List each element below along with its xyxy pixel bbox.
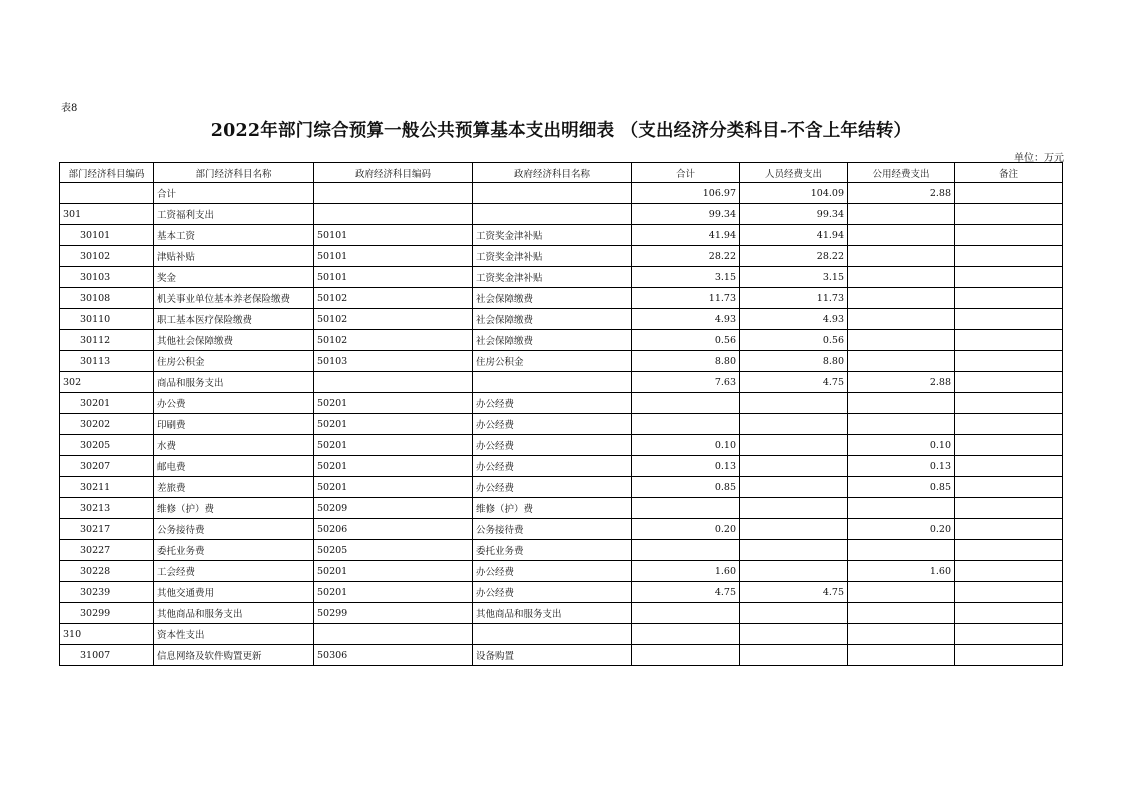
- cell-personnel: 104.09: [740, 183, 848, 204]
- cell-public: [848, 645, 955, 666]
- cell-public: [848, 351, 955, 372]
- cell-personnel: [740, 414, 848, 435]
- cell-gov-name: 住房公积金: [473, 351, 632, 372]
- cell-dept-code: 30113: [60, 351, 154, 372]
- cell-gov-code: 50201: [314, 582, 473, 603]
- cell-personnel: [740, 519, 848, 540]
- cell-dept-code: 30228: [60, 561, 154, 582]
- cell-gov-code: 50201: [314, 435, 473, 456]
- cell-total: 8.80: [632, 351, 740, 372]
- cell-note: [955, 498, 1063, 519]
- cell-gov-name: 办公经费: [473, 435, 632, 456]
- table-row: [60, 204, 1063, 225]
- cell-dept-code: 30213: [60, 498, 154, 519]
- cell-gov-name: 办公经费: [473, 456, 632, 477]
- cell-gov-code: 50101: [314, 246, 473, 267]
- cell-gov-code: [314, 183, 473, 204]
- cell-personnel: 11.73: [740, 288, 848, 309]
- cell-dept-name: 其他商品和服务支出: [154, 603, 314, 624]
- cell-note: [955, 477, 1063, 498]
- cell-dept-name: 差旅费: [154, 477, 314, 498]
- table-row: [60, 603, 1063, 624]
- table-row: [60, 477, 1063, 498]
- col-header-dept-name: 部门经济科目名称: [154, 163, 314, 183]
- col-header-public: 公用经费支出: [848, 163, 955, 183]
- cell-dept-code: 301: [60, 204, 154, 225]
- table-row: [60, 309, 1063, 330]
- cell-total: 0.20: [632, 519, 740, 540]
- cell-personnel: 28.22: [740, 246, 848, 267]
- cell-dept-name: 委托业务费: [154, 540, 314, 561]
- table-row: [60, 267, 1063, 288]
- cell-personnel: [740, 456, 848, 477]
- cell-public: [848, 225, 955, 246]
- cell-public: [848, 267, 955, 288]
- cell-note: [955, 183, 1063, 204]
- cell-public: [848, 309, 955, 330]
- table-row: [60, 288, 1063, 309]
- cell-dept-name: 信息网络及软件购置更新: [154, 645, 314, 666]
- table-body: [60, 183, 1063, 666]
- cell-note: [955, 246, 1063, 267]
- cell-total: [632, 393, 740, 414]
- cell-personnel: [740, 603, 848, 624]
- table-row: [60, 519, 1063, 540]
- cell-dept-code: 30108: [60, 288, 154, 309]
- cell-dept-name: 津贴补贴: [154, 246, 314, 267]
- cell-gov-code: 50103: [314, 351, 473, 372]
- cell-gov-code: 50101: [314, 225, 473, 246]
- cell-dept-code: 30207: [60, 456, 154, 477]
- cell-dept-code: 30101: [60, 225, 154, 246]
- cell-personnel: [740, 624, 848, 645]
- cell-total: [632, 498, 740, 519]
- cell-public: [848, 204, 955, 225]
- cell-note: [955, 330, 1063, 351]
- cell-gov-name: 社会保障缴费: [473, 309, 632, 330]
- table-number: 表8: [61, 103, 78, 114]
- cell-gov-code: [314, 372, 473, 393]
- cell-gov-code: [314, 624, 473, 645]
- cell-gov-code: [314, 204, 473, 225]
- cell-public: [848, 540, 955, 561]
- cell-note: [955, 624, 1063, 645]
- cell-gov-name: 委托业务费: [473, 540, 632, 561]
- cell-total: 11.73: [632, 288, 740, 309]
- cell-gov-name: 工资奖金津补贴: [473, 225, 632, 246]
- cell-total: 1.60: [632, 561, 740, 582]
- cell-gov-code: 50205: [314, 540, 473, 561]
- cell-total: 4.75: [632, 582, 740, 603]
- cell-public: 0.85: [848, 477, 955, 498]
- cell-dept-name: 维修（护）费: [154, 498, 314, 519]
- table-row: [60, 561, 1063, 582]
- cell-gov-name: 办公经费: [473, 414, 632, 435]
- table-row: [60, 183, 1063, 204]
- cell-public: [848, 246, 955, 267]
- cell-public: 2.88: [848, 372, 955, 393]
- cell-note: [955, 288, 1063, 309]
- cell-dept-code: 30110: [60, 309, 154, 330]
- cell-note: [955, 309, 1063, 330]
- cell-personnel: 4.75: [740, 582, 848, 603]
- cell-note: [955, 393, 1063, 414]
- cell-personnel: 0.56: [740, 330, 848, 351]
- unit-label: 单位：万元: [1014, 153, 1064, 164]
- cell-dept-code: 31007: [60, 645, 154, 666]
- cell-gov-name: 办公经费: [473, 477, 632, 498]
- cell-gov-name: 公务接待费: [473, 519, 632, 540]
- cell-gov-name: 社会保障缴费: [473, 330, 632, 351]
- cell-dept-code: 30112: [60, 330, 154, 351]
- cell-gov-name: 维修（护）费: [473, 498, 632, 519]
- cell-total: 28.22: [632, 246, 740, 267]
- cell-dept-code: 30217: [60, 519, 154, 540]
- table-row: [60, 351, 1063, 372]
- cell-public: 0.20: [848, 519, 955, 540]
- table-row: [60, 246, 1063, 267]
- cell-gov-name: 社会保障缴费: [473, 288, 632, 309]
- cell-personnel: 99.34: [740, 204, 848, 225]
- table-row: [60, 498, 1063, 519]
- cell-gov-code: 50102: [314, 288, 473, 309]
- cell-dept-name: 住房公积金: [154, 351, 314, 372]
- cell-personnel: 4.93: [740, 309, 848, 330]
- cell-dept-code: 30103: [60, 267, 154, 288]
- cell-note: [955, 603, 1063, 624]
- cell-gov-name: 工资奖金津补贴: [473, 246, 632, 267]
- cell-gov-code: 50201: [314, 561, 473, 582]
- col-header-gov-code: 政府经济科目编码: [314, 163, 473, 183]
- table-row: [60, 540, 1063, 561]
- cell-dept-name: 合计: [154, 183, 314, 204]
- cell-public: [848, 603, 955, 624]
- cell-dept-name: 其他交通费用: [154, 582, 314, 603]
- table-row: [60, 624, 1063, 645]
- cell-personnel: [740, 435, 848, 456]
- cell-dept-name: 其他社会保障缴费: [154, 330, 314, 351]
- cell-gov-name: 工资奖金津补贴: [473, 267, 632, 288]
- table-row: [60, 645, 1063, 666]
- cell-gov-name: [473, 372, 632, 393]
- cell-gov-code: 50306: [314, 645, 473, 666]
- cell-note: [955, 540, 1063, 561]
- cell-personnel: [740, 477, 848, 498]
- cell-public: 1.60: [848, 561, 955, 582]
- cell-note: [955, 225, 1063, 246]
- cell-total: [632, 645, 740, 666]
- cell-gov-code: 50201: [314, 393, 473, 414]
- cell-personnel: [740, 561, 848, 582]
- col-header-note: 备注: [955, 163, 1063, 183]
- cell-gov-name: 办公经费: [473, 393, 632, 414]
- cell-total: [632, 540, 740, 561]
- cell-gov-code: 50209: [314, 498, 473, 519]
- cell-dept-name: 水费: [154, 435, 314, 456]
- cell-gov-name: 其他商品和服务支出: [473, 603, 632, 624]
- cell-personnel: 4.75: [740, 372, 848, 393]
- table-row: [60, 435, 1063, 456]
- table-row: [60, 225, 1063, 246]
- cell-dept-code: 302: [60, 372, 154, 393]
- cell-note: [955, 519, 1063, 540]
- cell-total: 41.94: [632, 225, 740, 246]
- col-header-dept-code: 部门经济科目编码: [60, 163, 154, 183]
- cell-gov-name: 办公经费: [473, 561, 632, 582]
- cell-gov-code: 50102: [314, 309, 473, 330]
- cell-personnel: 3.15: [740, 267, 848, 288]
- cell-dept-code: 30227: [60, 540, 154, 561]
- cell-total: 0.10: [632, 435, 740, 456]
- cell-dept-code: 30299: [60, 603, 154, 624]
- cell-dept-code: 30102: [60, 246, 154, 267]
- cell-total: 4.93: [632, 309, 740, 330]
- cell-note: [955, 414, 1063, 435]
- cell-gov-code: 50102: [314, 330, 473, 351]
- cell-note: [955, 456, 1063, 477]
- cell-note: [955, 561, 1063, 582]
- cell-public: [848, 393, 955, 414]
- table-row: [60, 582, 1063, 603]
- cell-note: [955, 204, 1063, 225]
- cell-personnel: 8.80: [740, 351, 848, 372]
- cell-dept-code: 30201: [60, 393, 154, 414]
- cell-dept-name: 邮电费: [154, 456, 314, 477]
- cell-total: [632, 603, 740, 624]
- cell-note: [955, 645, 1063, 666]
- col-header-personnel: 人员经费支出: [740, 163, 848, 183]
- cell-dept-name: 资本性支出: [154, 624, 314, 645]
- cell-total: 7.63: [632, 372, 740, 393]
- cell-public: [848, 414, 955, 435]
- cell-gov-name: [473, 204, 632, 225]
- cell-note: [955, 435, 1063, 456]
- cell-note: [955, 372, 1063, 393]
- cell-dept-name: 工资福利支出: [154, 204, 314, 225]
- cell-dept-name: 印刷费: [154, 414, 314, 435]
- cell-public: [848, 582, 955, 603]
- cell-dept-name: 工会经费: [154, 561, 314, 582]
- page-title: 2022年部门综合预算一般公共预算基本支出明细表 （支出经济分类科目-不含上年结转）: [210, 121, 912, 141]
- cell-gov-code: 50201: [314, 414, 473, 435]
- cell-total: [632, 414, 740, 435]
- cell-dept-name: 机关事业单位基本养老保险缴费: [154, 288, 314, 309]
- cell-dept-code: [60, 183, 154, 204]
- table-row: [60, 372, 1063, 393]
- cell-personnel: [740, 498, 848, 519]
- table-row: [60, 330, 1063, 351]
- cell-dept-name: 商品和服务支出: [154, 372, 314, 393]
- cell-public: [848, 288, 955, 309]
- cell-dept-name: 职工基本医疗保险缴费: [154, 309, 314, 330]
- cell-personnel: [740, 393, 848, 414]
- table-row: [60, 393, 1063, 414]
- cell-dept-name: 奖金: [154, 267, 314, 288]
- cell-total: 99.34: [632, 204, 740, 225]
- cell-total: 0.13: [632, 456, 740, 477]
- cell-gov-name: [473, 183, 632, 204]
- cell-total: 106.97: [632, 183, 740, 204]
- cell-dept-name: 基本工资: [154, 225, 314, 246]
- cell-public: [848, 330, 955, 351]
- cell-gov-code: 50206: [314, 519, 473, 540]
- cell-public: 2.88: [848, 183, 955, 204]
- cell-gov-code: 50201: [314, 456, 473, 477]
- budget-table: [59, 162, 1063, 666]
- table-row: [60, 456, 1063, 477]
- cell-personnel: 41.94: [740, 225, 848, 246]
- cell-gov-code: 50201: [314, 477, 473, 498]
- cell-public: 0.10: [848, 435, 955, 456]
- table-header-row: [60, 163, 1063, 183]
- cell-personnel: [740, 645, 848, 666]
- table-row: [60, 414, 1063, 435]
- cell-dept-code: 310: [60, 624, 154, 645]
- cell-gov-name: 设备购置: [473, 645, 632, 666]
- cell-public: 0.13: [848, 456, 955, 477]
- cell-dept-code: 30211: [60, 477, 154, 498]
- cell-gov-name: 办公经费: [473, 582, 632, 603]
- cell-total: [632, 624, 740, 645]
- cell-gov-code: 50299: [314, 603, 473, 624]
- cell-note: [955, 351, 1063, 372]
- cell-public: [848, 624, 955, 645]
- cell-dept-code: 30239: [60, 582, 154, 603]
- cell-dept-name: 办公费: [154, 393, 314, 414]
- cell-total: 0.56: [632, 330, 740, 351]
- cell-dept-name: 公务接待费: [154, 519, 314, 540]
- cell-public: [848, 498, 955, 519]
- cell-personnel: [740, 540, 848, 561]
- cell-note: [955, 582, 1063, 603]
- cell-note: [955, 267, 1063, 288]
- cell-gov-code: 50101: [314, 267, 473, 288]
- cell-total: 0.85: [632, 477, 740, 498]
- cell-gov-name: [473, 624, 632, 645]
- cell-dept-code: 30202: [60, 414, 154, 435]
- col-header-total: 合计: [632, 163, 740, 183]
- cell-dept-code: 30205: [60, 435, 154, 456]
- col-header-gov-name: 政府经济科目名称: [473, 163, 632, 183]
- cell-total: 3.15: [632, 267, 740, 288]
